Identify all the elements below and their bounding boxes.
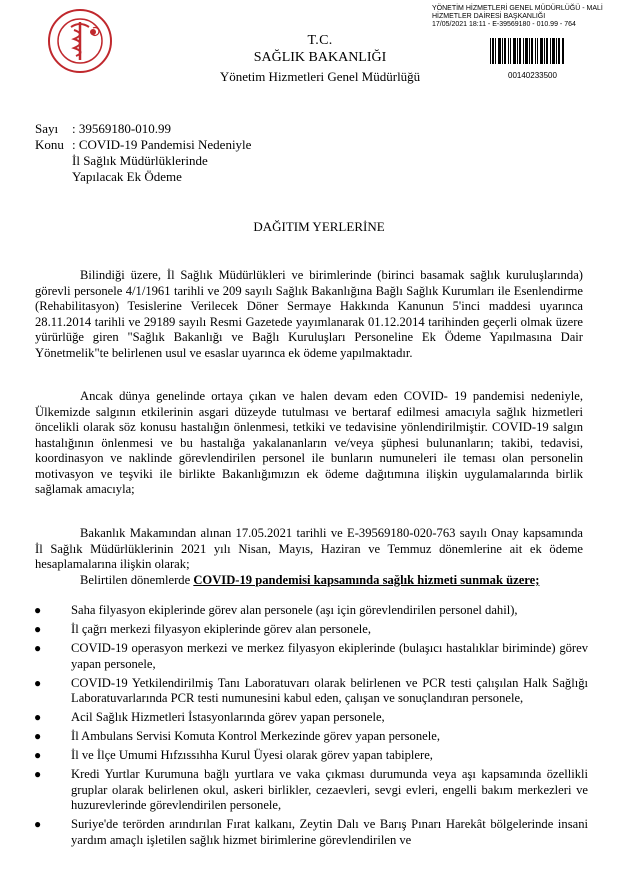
list-item [28, 767, 588, 814]
stamp-line-1: YÖNETİM HİZMETLERİ GENEL MÜDÜRLÜĞÜ - MALİ [432, 5, 603, 12]
list-item [28, 729, 588, 745]
bullet-list [28, 603, 588, 852]
stamp-line-3: 17/05/2021 18:11 - E-39569180 - 010.99 - 764 [432, 21, 576, 28]
bullet-dot-icon: ● [34, 748, 42, 762]
bullet-dot-icon: ● [34, 767, 42, 781]
konu-value-1: : COVID-19 Pandemisi Nedeniyle [72, 137, 252, 152]
bullet-dot-icon: ● [34, 641, 42, 655]
header-tc: T.C. [307, 33, 333, 48]
bullet-dot-icon: ● [34, 729, 42, 743]
sayi-label: Sayı [35, 121, 59, 136]
document-stamp [432, 5, 632, 80]
paragraph-3: Bakanlık Makamından alınan 17.05.2021 tarihli ve E-39569180-020-763 sayılı Onay kapsamında İl Sağlık Müdürlüklerinin 2021 yılı Nisan, Mayıs, Haziran ve Temmuz dönemlerine ait ek ödeme hesaplamalarına ilişkin olarak; [35, 526, 583, 571]
barcode-icon [490, 38, 564, 64]
list-item-text: Suriye'de terörden arındırılan Fırat kalkanı, Zeytin Dalı ve Barış Pınarı Harekât bölgelerinde insani yardım amaçlı işletilen sağlık hizmet birimlerine görevlendirilen ve [71, 817, 588, 847]
list-item [28, 641, 588, 672]
list-item-text: Saha filyasyon ekiplerinde görev alan personele (aşı için görevlendirilen personel dahil), [71, 603, 518, 617]
header-ministry: SAĞLIK BAKANLIĞI [253, 50, 387, 65]
distribution-title: DAĞITIM YERLERİNE [253, 219, 385, 234]
konu-line [35, 137, 251, 153]
list-item-text: Kredi Yurtlar Kurumuna bağlı yurtlara ve vaka çıkması durumunda veya aşı kapsamında özellikli gruplar olarak belirlenen okul, askeri birlikler, cezaevleri, sevgi evleri, engelli bakım merkezleri ve huzurevlerinde görevlendirilen personele, [71, 767, 588, 812]
sayi-line [35, 121, 171, 137]
ministry-logo-icon [47, 8, 113, 74]
list-item [28, 817, 588, 848]
list-item-text: COVID-19 operasyon merkezi ve merkez filyasyon ekiplerinde (bulaşıcı hastalıklar biriminde) görev yapan personele, [71, 641, 588, 671]
konu-value-3: Yapılacak Ek Ödeme [72, 169, 182, 184]
sayi-value: : 39569180-010.99 [72, 121, 171, 136]
list-item-text: Acil Sağlık Hizmetleri İstasyonlarında görev yapan personele, [71, 710, 385, 724]
paragraph-2: Ancak dünya genelinde ortaya çıkan ve halen devam eden COVID- 19 pandemisi nedeniyle, Ülkemizde salgının etkilerinin asgari düzeyde tutulması ve bertaraf edilmesi amacıyla sağlık hizmetleri öncelikli olarak söz konusu hastalığın önlenmesi, tetkiki ve tedavisine yönlendirilmiştir. COVID-19 salgın hastalığının önlenmesi ve bu hastalığa yakalananların ve/veya şüphesi bulunanların; takibi, tedavisi, koordinasyon ve naklinde görevlendirilen personel ile bunların numuneleri ile teması olan personelin motivasyon ve teşviki ile birlikte Bakanlığımızın ek ödeme dağıtımına ilişkin uygulamalarında birlik sağlamak amacıyla; [35, 389, 583, 496]
list-item-text: İl çağrı merkezi filyasyon ekiplerinde görev alan personele, [71, 622, 372, 636]
paragraph-4-start: Belirtilen dönemlerde [80, 573, 194, 587]
bullet-dot-icon: ● [34, 622, 42, 636]
list-item [28, 622, 588, 638]
konu-value-2: İl Sağlık Müdürlüklerinde [72, 153, 208, 168]
bullet-dot-icon: ● [34, 603, 42, 617]
bullet-dot-icon: ● [34, 817, 42, 831]
stamp-line-2: HİZMETLER DAİRESİ BAŞKANLIĞI [432, 13, 546, 20]
paragraph-1: Bilindiği üzere, İl Sağlık Müdürlükleri ve birimlerinde (birinci basamak sağlık kuruluşlarında) görevli personele 4/1/1961 tarihli ve 209 sayılı Sağlık Bakanlığına Bağlı Sağlık Kurumları ile Esenlendirme (Rehabilitasyon) Tesislerine Verilecek Döner Sermaye Hakkında Kanunun 5'inci maddesi uyarınca 28.11.2014 tarihli ve 29189 sayılı Resmi Gazetede yayımlanarak 01.12.2014 tarihinden geçerli olmak üzere yürürlüğe giren "Sağlık Bakanlığı ve Bağlı Kuruluşları Personeline Ek Ödeme Yapılmasına Dair Yönetmelik"te belirlenen usul ve esaslar uyarınca ek ödeme yapılmaktadır. [35, 268, 583, 360]
bullet-dot-icon: ● [34, 710, 42, 724]
list-item [28, 748, 588, 764]
konu-label: Konu [35, 137, 64, 152]
list-item [28, 603, 588, 619]
list-item [28, 676, 588, 707]
header-directorate: Yönetim Hizmetleri Genel Müdürlüğü [219, 69, 421, 84]
list-item [28, 710, 588, 726]
paragraph-4 [35, 573, 583, 589]
stamp-code: 00140233500 [508, 71, 557, 80]
paragraph-4-emphasis: COVID-19 pandemisi kapsamında sağlık hizmeti sunmak üzere; [193, 573, 540, 587]
list-item-text: İl ve İlçe Umumi Hıfzıssıhha Kurul Üyesi olarak görev yapan tabiplere, [71, 748, 433, 762]
bullet-dot-icon: ● [34, 675, 42, 690]
list-item-text: COVID-19 Yetkilendirilmiş Tanı Laboratuvarı olarak belirlenen ve PCR testi çalışılan Halk Sağlığı Laboratuvarlarında PCR testi numunesini kabul eden, çalışan ve sonuçlandıran personele, [71, 675, 588, 705]
list-item-text: İl Ambulans Servisi Komuta Kontrol Merkezinde görev yapan personele, [71, 729, 440, 743]
